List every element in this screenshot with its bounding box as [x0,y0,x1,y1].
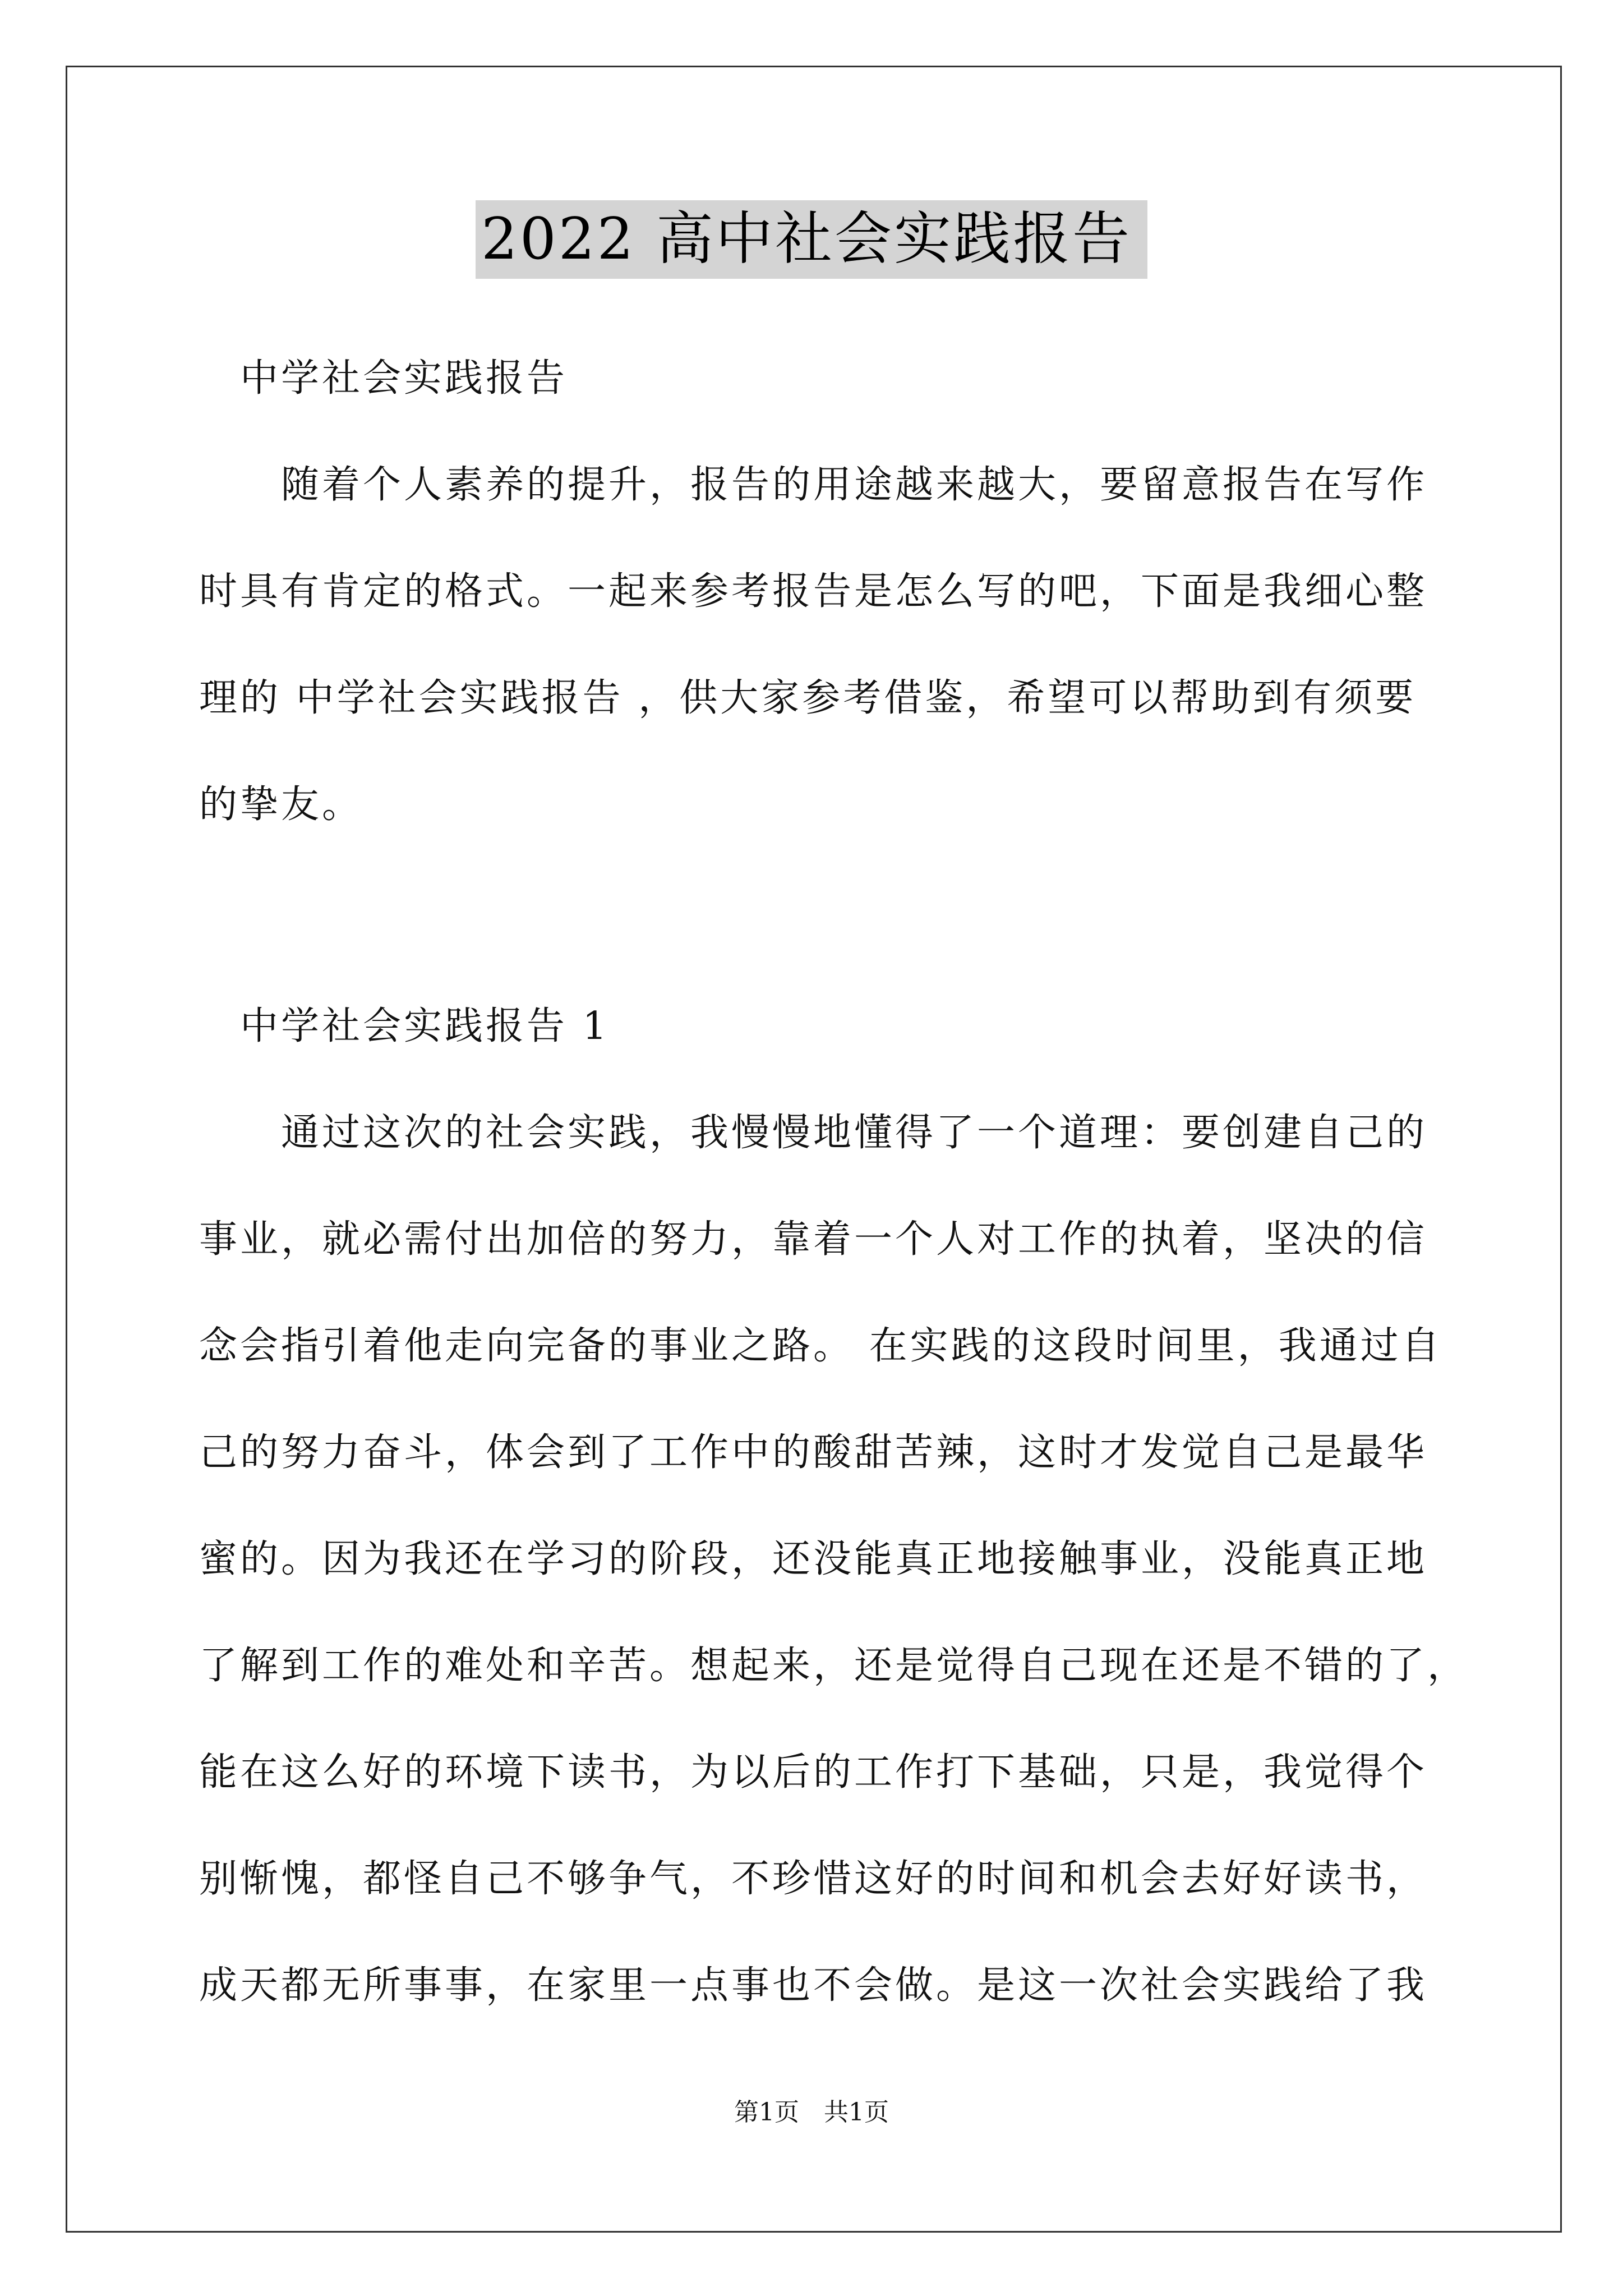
paragraph-line: 己的努力奋斗，体会到了工作中的酸甜苦辣，这时才发觉自己是最华 [199,1430,1428,1475]
paragraph-line: 成天都无所事事，在家里一点事也不会做。是这一次社会实践给了我 [199,1963,1428,2008]
paragraph-line: 事业，就必需付出加倍的努力，靠着一个人对工作的执着，坚决的信 [199,1217,1428,1262]
paragraph-line: 别惭愧，都怪自己不够争气，不珍惜这好的时间和机会去好好读书， [199,1857,1428,1901]
paragraph-line: 念会指引着他走向完备的事业之路。 在实践的这段时间里，我通过自 [199,1324,1442,1368]
page-footer: 第1页 共1页 [734,2098,889,2127]
paragraph-line: 了解到工作的难处和辛苦。想起来，还是觉得自己现在还是不错的了， [199,1644,1469,1688]
paragraph-line: 随着个人素养的提升，报告的用途越来越大，要留意报告在写作 [199,463,1428,507]
paragraph-line: 时具有肯定的格式。一起来参考报告是怎么写的吧，下面是我细心整 [199,569,1428,614]
document-title: 2022 高中社会实践报告 [476,200,1147,279]
paragraph-line: 蜜的。因为我还在学习的阶段，还没能真正地接触事业，没能真正地 [199,1537,1428,1581]
section-heading: 中学社会实践报告 [199,356,568,401]
section-heading: 中学社会实践报告 1 [199,1004,610,1048]
paragraph-line: 的挚友。 [199,783,363,827]
paragraph-line: 能在这么好的环境下读书，为以后的工作打下基础，只是，我觉得个 [199,1750,1428,1795]
title-container [0,200,1623,279]
paragraph-line: 理的 中学社会实践报告 ，供大家参考借鉴，希望可以帮助到有须要 [199,676,1417,720]
paragraph-line: 通过这次的社会实践，我慢慢地懂得了一个道理：要创建自己的 [199,1111,1428,1155]
